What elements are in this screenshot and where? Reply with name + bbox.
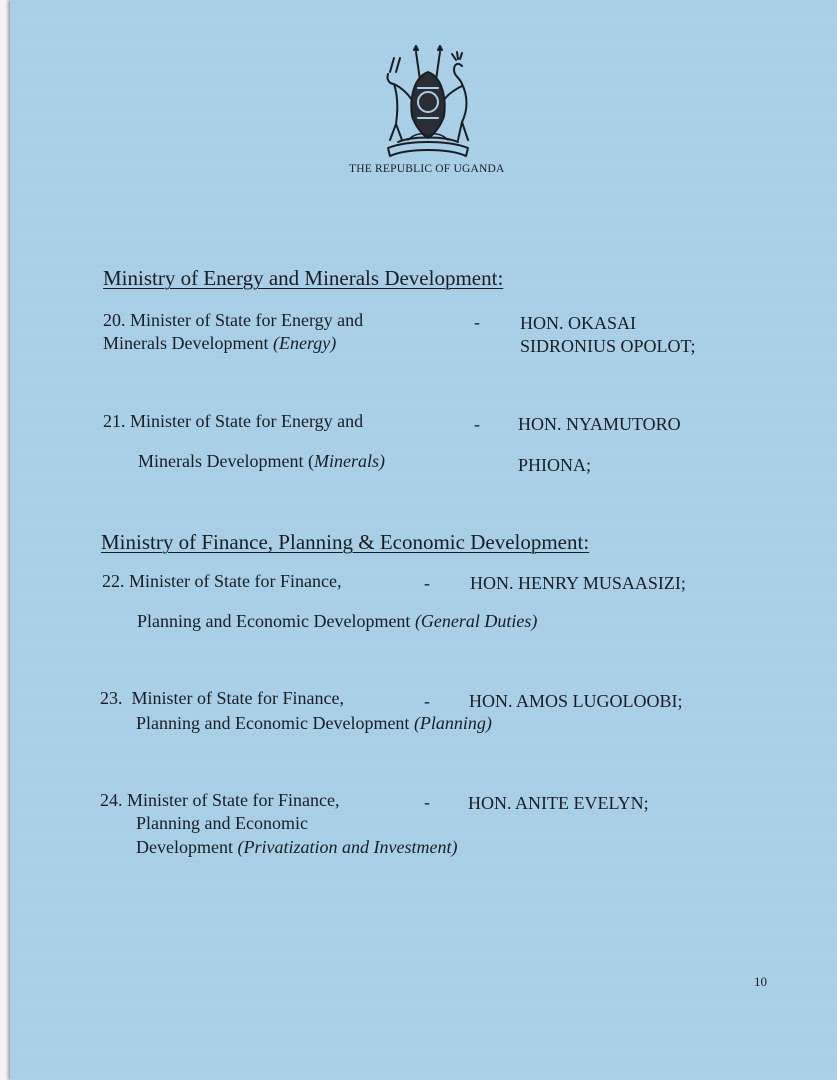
uganda-coat-of-arms-icon xyxy=(368,44,488,162)
entry-22-name: HON. HENRY MUSAASIZI; xyxy=(470,573,686,593)
entry-21-name-line2: PHIONA; xyxy=(518,455,592,475)
entry-title: Minister of State for Finance, xyxy=(127,790,340,810)
entry-title-cont: Planning and Economic Development xyxy=(136,713,414,733)
country-name: THE REPUBLIC OF UGANDA xyxy=(349,163,505,175)
entry-title: Minister of State for Finance, xyxy=(129,571,342,591)
entry-number: 21. xyxy=(103,411,126,431)
entry-20-name-line2: SIDRONIUS OPOLOT; xyxy=(520,336,696,356)
entry-21-title-line2 xyxy=(138,451,385,472)
entry-portfolio: (Privatization and Investment) xyxy=(237,837,458,857)
section-heading-energy: Ministry of Energy and Minerals Development: xyxy=(103,266,504,290)
entry-portfolio: Minerals) xyxy=(313,451,385,471)
section-heading-finance: Ministry of Finance, Planning & Economic Development: xyxy=(101,530,590,554)
entry-20-name-line1: HON. OKASAI xyxy=(520,313,636,333)
entry-23-title-line2 xyxy=(136,713,492,734)
entry-22-title-line1 xyxy=(102,571,341,592)
entry-number: 24. xyxy=(100,790,123,810)
entry-portfolio: (General Duties) xyxy=(414,611,538,631)
entry-20-title-line2 xyxy=(103,333,336,354)
entry-20-dash: - xyxy=(474,312,480,332)
entry-22-dash: - xyxy=(424,573,430,593)
entry-portfolio: (Energy) xyxy=(272,333,337,353)
entry-20-title-line1 xyxy=(103,310,363,331)
entry-24-title-line3 xyxy=(136,837,457,858)
entry-24-name: HON. ANITE EVELYN; xyxy=(468,793,649,813)
entry-23-name: HON. AMOS LUGOLOOBI; xyxy=(469,691,683,711)
entry-number: 23. xyxy=(100,688,123,708)
page-edge xyxy=(0,0,10,1080)
entry-21-dash: - xyxy=(474,414,480,434)
entry-portfolio: (Planning) xyxy=(413,713,492,733)
entry-title-cont: Planning and Economic Development xyxy=(137,611,415,631)
entry-title: Minister of State for Energy and xyxy=(130,310,364,330)
entry-21-name-line1: HON. NYAMUTORO xyxy=(518,414,681,434)
entry-24-title-line1 xyxy=(100,790,339,811)
entry-23-title-line1 xyxy=(100,688,344,709)
entry-title-cont: Minerals Development xyxy=(103,333,273,353)
entry-24-title-line2: Planning and Economic xyxy=(136,813,308,833)
entry-24-dash: - xyxy=(424,792,430,812)
entry-title-cont: Minerals Development ( xyxy=(138,451,314,471)
entry-21-title-line1 xyxy=(103,411,363,432)
entry-23-dash: - xyxy=(424,691,430,711)
page-number: 10 xyxy=(754,974,767,989)
entry-number: 20. xyxy=(103,310,126,330)
entry-number: 22. xyxy=(102,571,125,591)
entry-title: Minister of State for Energy and xyxy=(130,411,364,431)
entry-title-cont: Development xyxy=(136,837,238,857)
entry-title: Minister of State for Finance, xyxy=(131,688,344,708)
entry-22-title-line2 xyxy=(137,611,537,632)
